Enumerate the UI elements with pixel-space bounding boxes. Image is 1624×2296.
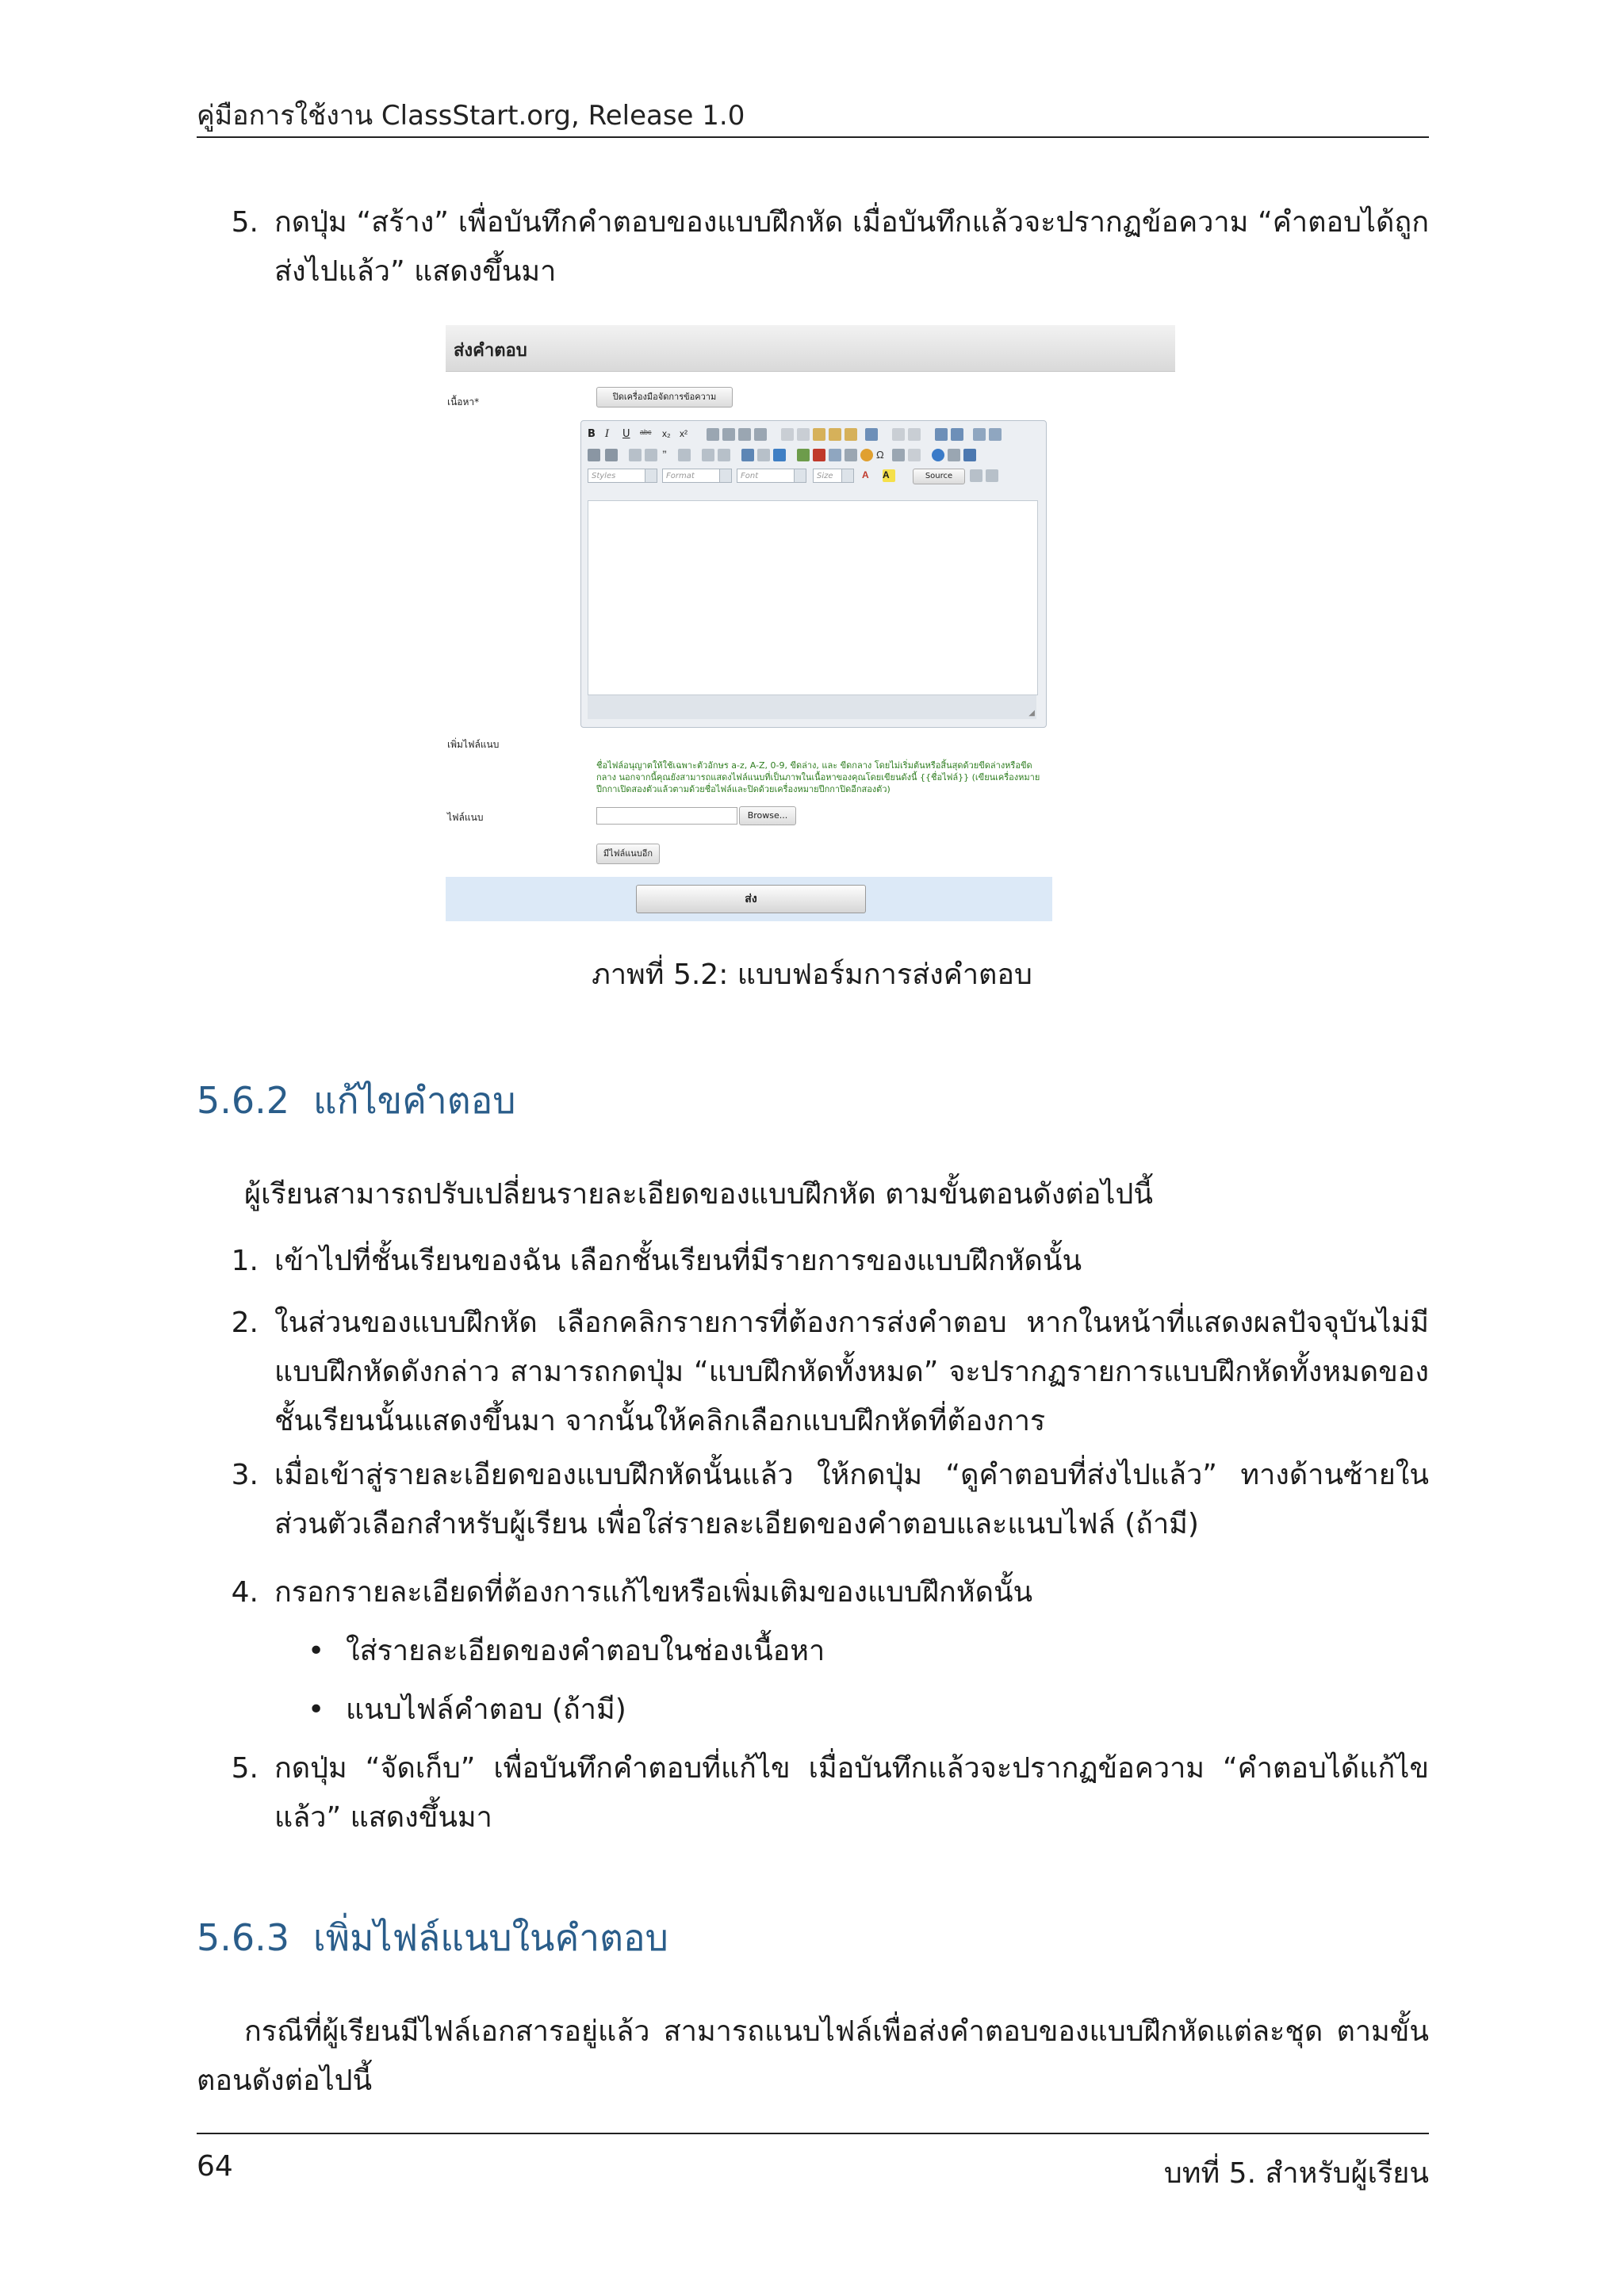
filename-rules-note: ชื่อไฟล์อนุญาตให้ใช้เฉพาะตัวอักษร a-z, A-Z, 0-9, ขีดล่าง, และ ขีดกลาง โดยไม่เริ่มต้นหรือสิ้นสุดด้วยขีดล่างหรือขีดกลาง นอกจากนี้คุณยังสามารถแสดงไฟล์แนบที่เป็นภาพในเนื้อหาของคุณโดยเขียนดังนี้ {{ชื่อไฟล์}} (เขียนเครื่องหมายปีกกาเปิดสองตัวแล้วตามด้วยชื่อไฟล์และปิดด้วยเครื่องหมายปีกกาปิดอีกสองตัว)	[596, 760, 1040, 794]
section-heading-562	[197, 1072, 515, 1130]
ltr-icon[interactable]	[702, 449, 714, 461]
figure-answer-form	[446, 325, 1175, 921]
list-item-text: กดปุ่ม “สร้าง” เพื่อบันทึกคำตอบของแบบฝึกหัด เมื่อบันทึกแล้วจะปรากฏข้อความ “คำตอบได้ถูกส่งไปแล้ว” แสดงขึ้นมา	[274, 206, 1429, 288]
strike-icon[interactable]: abc	[640, 428, 652, 436]
align-center-icon[interactable]	[722, 428, 735, 441]
rtl-icon[interactable]	[718, 449, 730, 461]
bullet-icon: •	[308, 1693, 325, 1726]
submit-button[interactable]: ส่ง	[636, 885, 866, 913]
resize-handle-icon[interactable]: ◢	[1028, 709, 1035, 718]
remove-format-icon[interactable]	[989, 428, 1002, 441]
section-intro: ผู้เรียนสามารถปรับเปลี่ยนรายละเอียดของแบบฝึกหัด ตามขั้นตอนดังต่อไปนี้	[244, 1178, 1153, 1211]
copy-icon[interactable]	[797, 428, 810, 441]
page-break-icon[interactable]	[892, 449, 905, 461]
list-number: 5.	[231, 1752, 259, 1785]
section-title: เพิ่มไฟล์แนบในคำตอบ	[313, 1916, 668, 1959]
align-justify-icon[interactable]	[754, 428, 767, 441]
paste-icon[interactable]	[813, 428, 825, 441]
editor-resize-bar	[588, 695, 1036, 719]
underline-icon[interactable]: U	[622, 428, 630, 440]
list-number: 3.	[231, 1459, 259, 1491]
table-icon[interactable]	[829, 449, 841, 461]
select-all-icon[interactable]	[973, 428, 986, 441]
bold-icon[interactable]: B	[588, 428, 596, 440]
blockquote-icon[interactable]: ”	[662, 449, 667, 460]
about-icon[interactable]	[963, 449, 976, 461]
section-number: 5.6.3	[197, 1916, 290, 1959]
footer-rule	[197, 2133, 1429, 2134]
bullet-icon: •	[308, 1635, 325, 1667]
font-dropdown[interactable]: Font	[737, 469, 806, 483]
list-item-text: เข้าไปที่ชั้นเรียนของฉัน เลือกชั้นเรียนที่มีรายการของแบบฝึกหัดนั้น	[274, 1245, 1082, 1277]
section-number: 5.6.2	[197, 1079, 290, 1122]
page-number: 64	[197, 2150, 233, 2183]
templates-icon[interactable]	[986, 469, 998, 482]
more-files-button[interactable]: มีไฟล์แนบอีก	[596, 844, 660, 864]
bulleted-list-icon[interactable]	[605, 449, 618, 461]
content-label: เนื้อหา*	[447, 396, 480, 408]
list-item-text: กดปุ่ม “จัดเก็บ” เพื่อบันทึกคำตอบที่แก้ไข เมื่อบันทึกแล้วจะปรากฏข้อความ “คำตอบได้แก้ไขแล้ว” แสดงขึ้นมา	[274, 1752, 1429, 1834]
list-number: 1.	[231, 1245, 259, 1277]
form-title: ส่งคำตอบ	[454, 341, 527, 361]
toolbar-row-2	[588, 446, 1040, 464]
add-attachment-label: เพิ่มไฟล์แนบ	[447, 739, 500, 750]
list-number: 2.	[231, 1307, 259, 1339]
indent-icon[interactable]	[645, 449, 657, 461]
italic-icon[interactable]: I	[605, 428, 610, 440]
subscript-icon[interactable]: x₂	[662, 428, 671, 439]
numbered-list-icon[interactable]	[588, 449, 600, 461]
file-label: ไฟล์แนบ	[447, 812, 484, 823]
figure-caption: ภาพที่ 5.2: แบบฟอร์มการส่งคำตอบ	[592, 959, 1032, 991]
file-path-input[interactable]	[596, 807, 737, 825]
list-number: 4.	[231, 1576, 259, 1609]
section-intro: กรณีที่ผู้เรียนมีไฟล์เอกสารอยู่แล้ว สามารถแนบไฟล์เพื่อส่งคำตอบของแบบฝึกหัดแต่ละชุด ตามขั้นตอนดังต่อไปนี้	[197, 2015, 1429, 2097]
list-item-text: กรอกรายละเอียดที่ต้องการแก้ไขหรือเพิ่มเติมของแบบฝึกหัดนั้น	[274, 1576, 1033, 1609]
list-item-text: เมื่อเข้าสู่รายละเอียดของแบบฝึกหัดนั้นแล้ว ให้กดปุ่ม “ดูคำตอบที่ส่งไปแล้ว” ทางด้านซ้ายในส่วนตัวเลือกสำหรับผู้เรียน เพื่อใส่รายละเอียดของคำตอบและแนบไฟล์ (ถ้ามี)	[274, 1459, 1429, 1540]
content-edit-area[interactable]	[588, 500, 1038, 695]
close-tools-button[interactable]: ปิดเครื่องมือจัดการข้อความ	[596, 387, 733, 408]
div-icon[interactable]	[678, 449, 691, 461]
chapter-footer: บทที่ 5. สำหรับผู้เรียน	[1163, 2157, 1429, 2190]
align-right-icon[interactable]	[738, 428, 751, 441]
special-char-icon[interactable]: Ω	[876, 449, 884, 461]
section-title: แก้ไขคำตอบ	[313, 1079, 516, 1122]
toolbar-row-3	[588, 467, 1040, 484]
image-icon[interactable]	[797, 449, 810, 461]
rich-text-editor[interactable]	[580, 420, 1047, 728]
flash-icon[interactable]	[813, 449, 825, 461]
bg-color-icon[interactable]: A	[883, 469, 895, 482]
undo-icon[interactable]	[892, 428, 905, 441]
list-item-text: ในส่วนของแบบฝึกหัด เลือกคลิกรายการที่ต้องการส่งคำตอบ หากในหน้าที่แสดงผลปัจจุบันไม่มีแบบฝึกหัดดังกล่าว สามารถกดปุ่ม “แบบฝึกหัดทั้งหมด” จะปรากฏรายการแบบฝึกหัดทั้งหมดของชั้นเรียนนั้นแสดงขึ้นมา จากนั้นให้คลิกเลือกแบบฝึกหัดที่ต้องการ	[274, 1307, 1429, 1437]
paste-text-icon[interactable]	[829, 428, 841, 441]
running-header: คู่มือการใช้งาน ClassStart.org, Release 1.0	[197, 100, 745, 132]
section-heading-563	[197, 1909, 668, 1967]
anchor-icon[interactable]	[773, 449, 786, 461]
outdent-icon[interactable]	[629, 449, 642, 461]
header-rule	[197, 136, 1429, 138]
text-color-icon[interactable]: A	[862, 469, 869, 480]
cut-icon[interactable]	[781, 428, 794, 441]
styles-dropdown[interactable]: Styles	[588, 469, 657, 483]
form-titlebar	[446, 325, 1175, 372]
find-icon[interactable]	[935, 428, 948, 441]
show-blocks-icon[interactable]	[948, 449, 960, 461]
print-icon[interactable]	[865, 428, 878, 441]
unlink-icon[interactable]	[757, 449, 770, 461]
toolbar-row-1	[588, 426, 1040, 443]
smiley-icon[interactable]	[860, 449, 873, 461]
hr-icon[interactable]	[845, 449, 857, 461]
format-dropdown[interactable]: Format	[662, 469, 732, 483]
source-button[interactable]: Source	[913, 469, 965, 484]
iframe-icon[interactable]	[908, 449, 921, 461]
preview-icon[interactable]	[970, 469, 982, 482]
maximize-icon[interactable]	[932, 449, 944, 461]
size-dropdown[interactable]: Size	[813, 469, 854, 483]
align-left-icon[interactable]	[707, 428, 719, 441]
link-icon[interactable]	[741, 449, 754, 461]
bullet-text: แนบไฟล์คำตอบ (ถ้ามี)	[346, 1693, 626, 1726]
replace-icon[interactable]	[951, 428, 963, 441]
browse-button[interactable]: Browse...	[739, 806, 796, 825]
submit-bar	[446, 877, 1052, 921]
superscript-icon[interactable]: x²	[680, 428, 688, 439]
bullet-text: ใส่รายละเอียดของคำตอบในช่องเนื้อหา	[346, 1635, 825, 1667]
list-number: 5.	[231, 206, 259, 239]
redo-icon[interactable]	[908, 428, 921, 441]
paste-word-icon[interactable]	[845, 428, 857, 441]
